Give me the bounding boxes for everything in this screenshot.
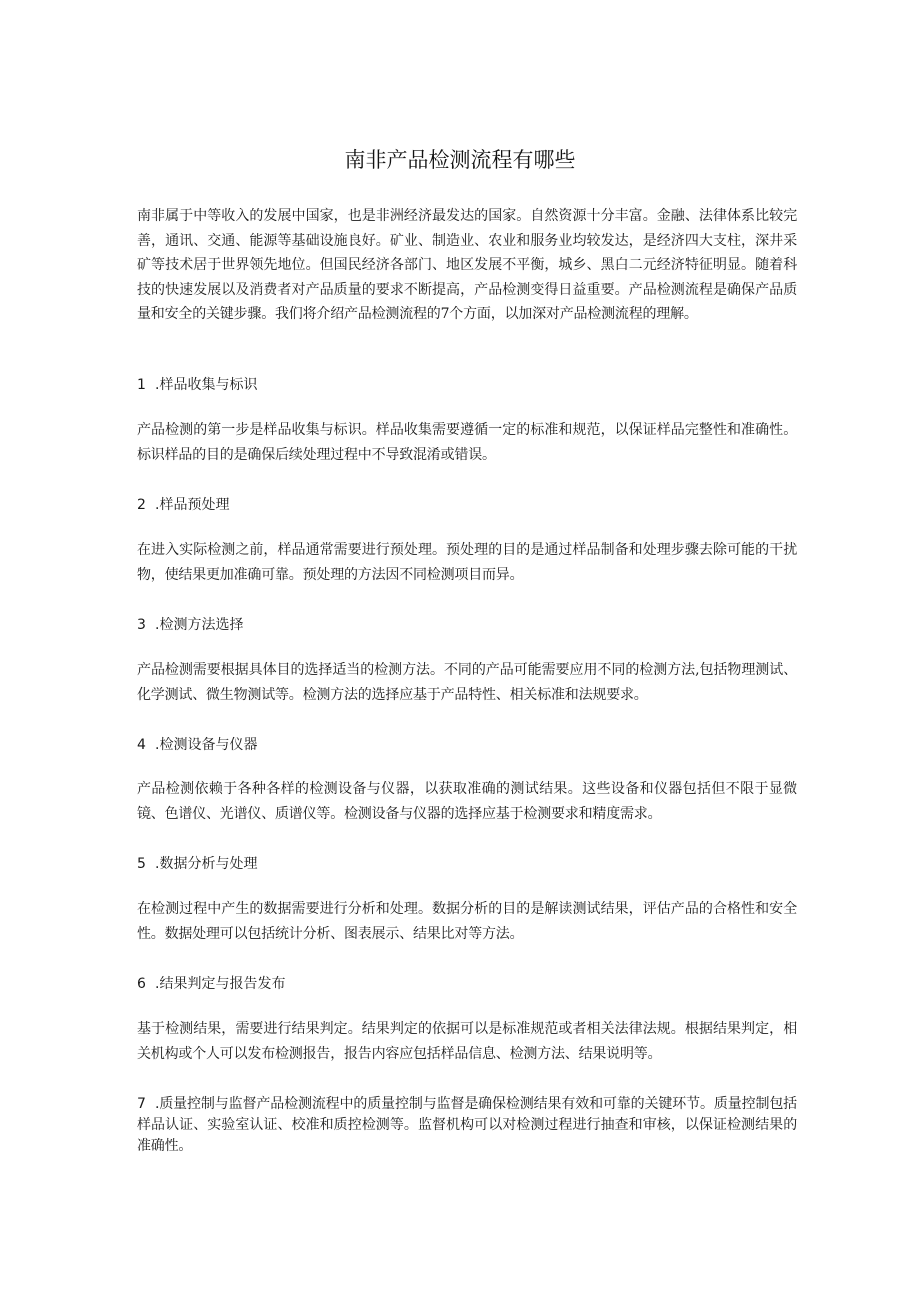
section-number: 4 bbox=[137, 737, 146, 753]
section-heading-4 bbox=[137, 734, 797, 756]
section-body-2: 在进入实际检测之前，样品通常需要进行预处理。预处理的目的是通过样品制备和处理步骤去除可能的干扰物，使结果更加准确可靠。预处理的方法因不同检测项目而异。 bbox=[137, 542, 797, 583]
section-heading-text: .数据分析与处理 bbox=[155, 856, 258, 872]
section-number: 6 bbox=[137, 976, 146, 992]
section-7-paragraph bbox=[137, 1094, 797, 1157]
section-number: 2 bbox=[137, 497, 146, 513]
section-heading-text: .检测方法选择 bbox=[155, 617, 244, 633]
section-number: 1 bbox=[137, 377, 146, 393]
section-number: 5 bbox=[137, 856, 146, 872]
section-body-4: 产品检测依赖于各种各样的检测设备与仪器，以获取准确的测试结果。这些设备和仪器包括但不限于显微镜、色谱仪、光谱仪、质谱仪等。检测设备与仪器的选择应基于检测要求和精度需求。 bbox=[137, 781, 797, 822]
section-body-5: 在检测过程中产生的数据需要进行分析和处理。数据分析的目的是解读测试结果，评估产品的合格性和安全性。数据处理可以包括统计分析、图表展示、结果比对等方法。 bbox=[137, 901, 797, 942]
section-number: 7 bbox=[137, 1096, 146, 1112]
section-body-6: 基于检测结果，需要进行结果判定。结果判定的依据可以是标准规范或者相关法律法规。根据结果判定，相关机构或个人可以发布检测报告，报告内容应包括样品信息、检测方法、结果说明等。 bbox=[137, 1021, 797, 1062]
section-heading-text: .样品收集与标识 bbox=[155, 377, 258, 393]
section-heading-text: .检测设备与仪器 bbox=[155, 737, 258, 753]
page-title: 南非产品检测流程有哪些 bbox=[344, 148, 576, 172]
section-number: 3 bbox=[137, 617, 146, 633]
section-heading-2 bbox=[137, 494, 797, 516]
section-heading-3 bbox=[137, 614, 797, 636]
section-body-1: 产品检测的第一步是样品收集与标识。样品收集需要遵循一定的标准和规范，以保证样品完整性和准确性。标识样品的目的是确保后续处理过程中不导致混淆或错误。 bbox=[137, 422, 797, 463]
section-heading-5 bbox=[137, 853, 797, 875]
section-heading-text: .样品预处理 bbox=[155, 497, 230, 513]
section-heading-6 bbox=[137, 973, 797, 995]
intro-paragraph: 南非属于中等收入的发展中国家，也是非洲经济最发达的国家。自然资源十分丰富。金融、法律体系比较完善，通讯、交通、能源等基础设施良好。矿业、制造业、农业和服务业均较发达，是经济四大支柱，深井采矿等技术居于世界领先地位。但国民经济各部门、地区发展不平衡，城乡、黑白二元经济特征明显。随着科技的快速发展以及消费者对产品质量的要求不断提高，产品检测变得日益重要。产品检测流程是确保产品质量和安全的关键步骤。我们将介绍产品检测流程的7个方面，以加深对产品检测流程的理解。 bbox=[137, 208, 797, 323]
section-heading-text: .结果判定与报告发布 bbox=[155, 976, 286, 992]
section-body-3: 产品检测需要根据具体目的选择适当的检测方法。不同的产品可能需要应用不同的检测方法,包括物理测试、化学测试、微生物测试等。检测方法的选择应基于产品特性、相关标准和法规要求。 bbox=[137, 662, 797, 703]
section-7-text: .质量控制与监督产品检测流程中的质量控制与监督是确保检测结果有效和可靠的关键环节。质量控制包括样品认证、实验室认证、校准和质控检测等。监督机构可以对检测过程进行抽查和审核，以保证检测结果的准确性。 bbox=[137, 1096, 797, 1154]
section-heading-1 bbox=[137, 374, 797, 396]
